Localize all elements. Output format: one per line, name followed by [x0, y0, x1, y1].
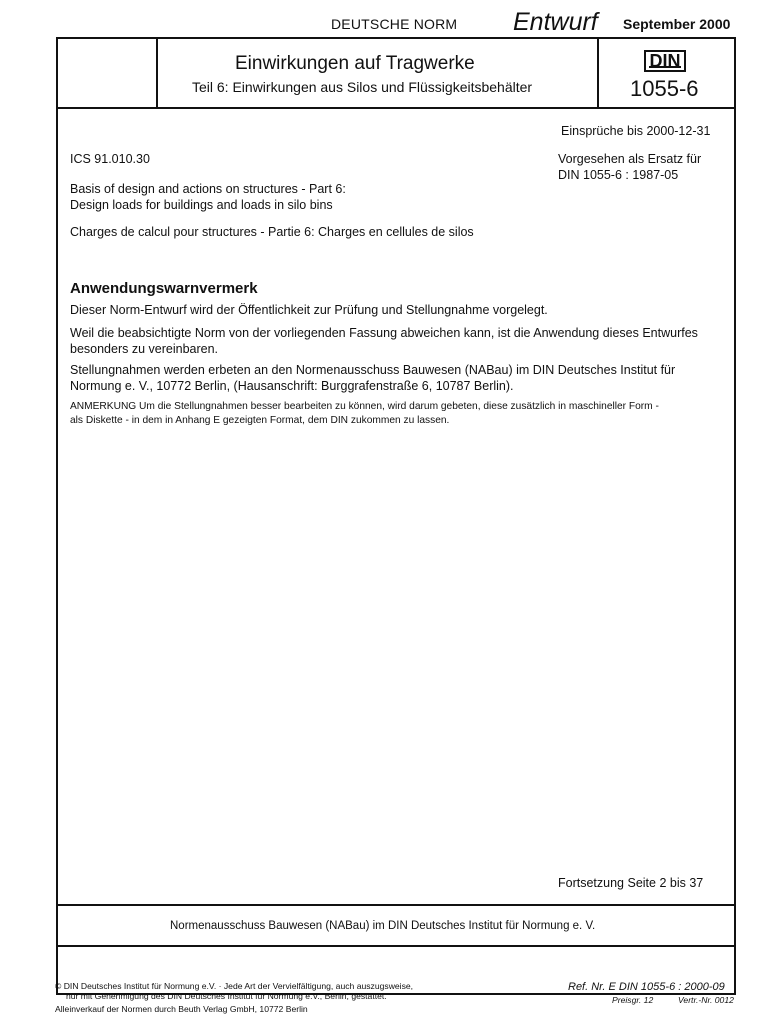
committee-bottom-divider	[58, 945, 734, 947]
warning-paragraph-1: Dieser Norm-Entwurf wird der Öffentlichkeit zur Prüfung und Stellungnahme vorgelegt.	[70, 303, 548, 317]
french-title: Charges de calcul pour structures - Partie 6: Charges en cellules de silos	[70, 225, 474, 239]
english-title-line1: Basis of design and actions on structures - Part 6:	[70, 182, 346, 196]
reference-number: Ref. Nr. E DIN 1055-6 : 2000-09	[568, 981, 725, 993]
document-title: Einwirkungen auf Tragwerke	[235, 53, 475, 74]
publication-date: September 2000	[623, 16, 731, 32]
document-subtitle: Teil 6: Einwirkungen aus Silos und Flüssigkeitsbehälter	[192, 79, 533, 95]
copyright-line2: nur mit Genehmigung des DIN Deutsches Institut für Normung e.V., Berlin, gestattet.	[66, 991, 387, 1001]
replacement-note-line1: Vorgesehen als Ersatz für	[558, 152, 702, 166]
replacement-note-line2: DIN 1055-6 : 1987-05	[558, 168, 679, 182]
objection-deadline: Einsprüche bis 2000-12-31	[561, 124, 711, 138]
warning-paragraph-3-line2: Normung e. V., 10772 Berlin, (Hausanschrift: Burggrafenstraße 6, 10787 Berlin).	[70, 379, 514, 393]
draft-status-label: Entwurf	[513, 8, 598, 36]
title-right-divider	[597, 39, 599, 107]
continuation-note: Fortsetzung Seite 2 bis 37	[558, 876, 704, 890]
note-line2: als Diskette - in dem in Anhang E gezeigten Format, dem DIN zukommen zu lassen.	[70, 415, 450, 426]
din-number: 1055-6	[630, 76, 699, 101]
committee-top-divider	[58, 904, 734, 906]
title-bottom-divider	[58, 107, 734, 109]
title-left-divider	[156, 39, 158, 107]
sales-notice: Alleinverkauf der Normen durch Beuth Verlag GmbH, 10772 Berlin	[55, 1004, 308, 1014]
din-logo: DIN	[644, 50, 686, 72]
warning-paragraph-2-line2: besonders zu vereinbaren.	[70, 342, 219, 356]
note-line1: ANMERKUNG Um die Stellungnahmen besser bearbeiten zu können, wird darum gebeten, diese zusätzlich in maschineller Form -	[70, 401, 659, 412]
copyright-line1: © DIN Deutsches Institut für Normung e.V. · Jede Art der Vervielfältigung, auch auszugsweise,	[55, 981, 414, 991]
warning-paragraph-3-line1: Stellungnahmen werden erbeten an den Normenausschuss Bauwesen (NABau) im DIN Deutsches Institut für	[70, 363, 676, 377]
english-title-line2: Design loads for buildings and loads in silo bins	[70, 198, 333, 212]
price-group: Preisgr. 12	[612, 995, 654, 1005]
norm-type-label: DEUTSCHE NORM	[331, 16, 458, 32]
sales-number: Vertr.-Nr. 0012	[678, 995, 734, 1005]
committee-name: Normenausschuss Bauwesen (NABau) im DIN Deutsches Institut für Normung e. V.	[170, 920, 596, 932]
warning-heading: Anwendungswarnvermerk	[70, 280, 258, 297]
warning-paragraph-2-line1: Weil die beabsichtigte Norm von der vorliegenden Fassung abweichen kann, ist die Anwendung dieses Entwurfes	[70, 326, 698, 340]
ics-code: ICS 91.010.30	[70, 152, 150, 166]
